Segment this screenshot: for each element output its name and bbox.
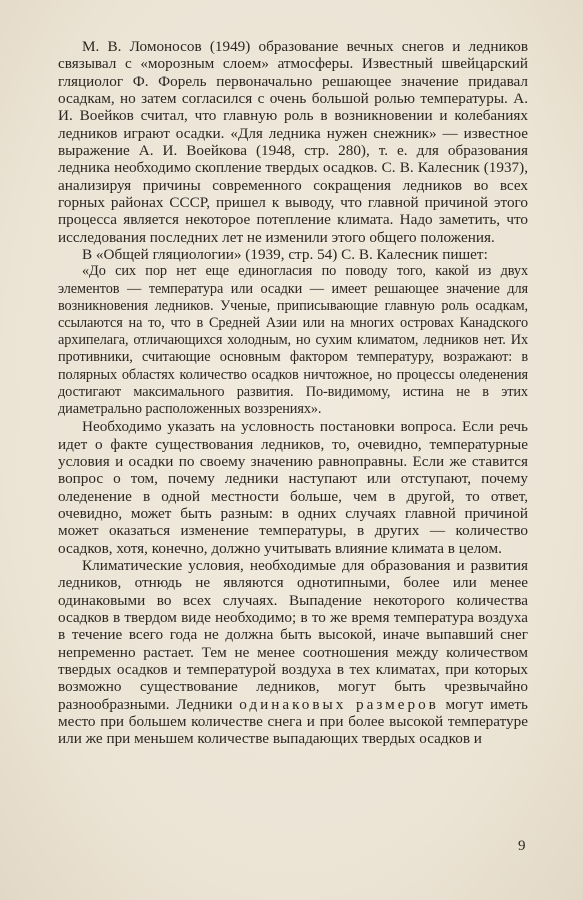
paragraph-kalesnik-intro: В «Общей гляциологии» (1939, стр. 54) С. В. Калесник пишет: [82, 246, 488, 264]
paragraph-lomonosov: М. В. Ломоносов (1949) образование вечных снегов и ледников связывал с «морозным слоем» атмосферы. Известный швейцарский гляциолог Ф. Форель первоначально решающее значение придавал осадкам, но затем согласился с очень большой ролью температуры. А. И. Воейков считал, что главную роль в возникновении и колебаниях ледников играют осадки. «Для ледника нужен снежник» — известное выражение А. И. Воейкова (1948, стр. 280), т. е. для образования ледника необходимо скопление твердых осадков. С. В. Калесник (1937), анализируя причины современного сокращения ледников во всех горных районах СССР, пришел к выводу, что главной причиной этого процесса является некоторое потепление климата. Надо заметить, что исследования последних лет не изменили этого общего положения. [58, 38, 528, 246]
paragraph-climatic-conditions [58, 557, 528, 748]
page-number: 9 [518, 838, 526, 854]
emphasis-same-size: одинаковых размеров [239, 695, 439, 713]
paragraph-conditionality: Необходимо указать на условность постановки вопроса. Если речь идет о факте существования ледников, то, очевидно, температурные условия и осадки по своему значению равноправны. Если же ставится вопрос о том, почему ледники наступают или отступают, почему оледенение в одной местности больше, чем в другой, то ответ, очевидно, может быть разным: в одних случаях главной причиной может оказаться изменение температуры, в других — количество осадков, хотя, конечно, должно учитывать влияние климата в целом. [58, 418, 528, 557]
quote-kalesnik: «До сих пор нет еще единогласия по поводу того, какой из двух элементов — температура или осадки — имеет решающее значение для возникновения ледников. Ученые, приписывающие главную роль осадкам, ссылаются на то, что в Средней Азии или на многих островах Канадского архипелага, отличающихся холодным, но сухим климатом, ледников нет. Их противники, считающие основным фактором температуру, возражают: в полярных областях количество осадков ничтожное, но процессы оледенения достигают максимального развития. По-видимому, истина не в этих диаметрально расположенных воззрениях». [58, 263, 528, 418]
paragraph-climatic-conditions-end: могут иметь место при большем количестве снега и при более высокой температуре или же при меньшем количестве выпадающих твердых осадков и [58, 695, 528, 748]
body-text [58, 38, 528, 748]
paragraph-climatic-conditions-start: Климатические условия, необходимые для образования и развития ледников, отнюдь не являются однотипными, более или менее одинаковыми во всех случаях. Выпадение некоторого количества осадков в твердом виде необходимо; в то же время температура воздуха в течение всего года не должна быть высокой, иначе выпавший снег непременно растает. Тем не менее соотношения между количеством твердых осадков и температурой воздуха в тех климатах, при которых возможно существование ледников, могут быть чрезвычайно разнообразными. Ледники [58, 557, 528, 713]
